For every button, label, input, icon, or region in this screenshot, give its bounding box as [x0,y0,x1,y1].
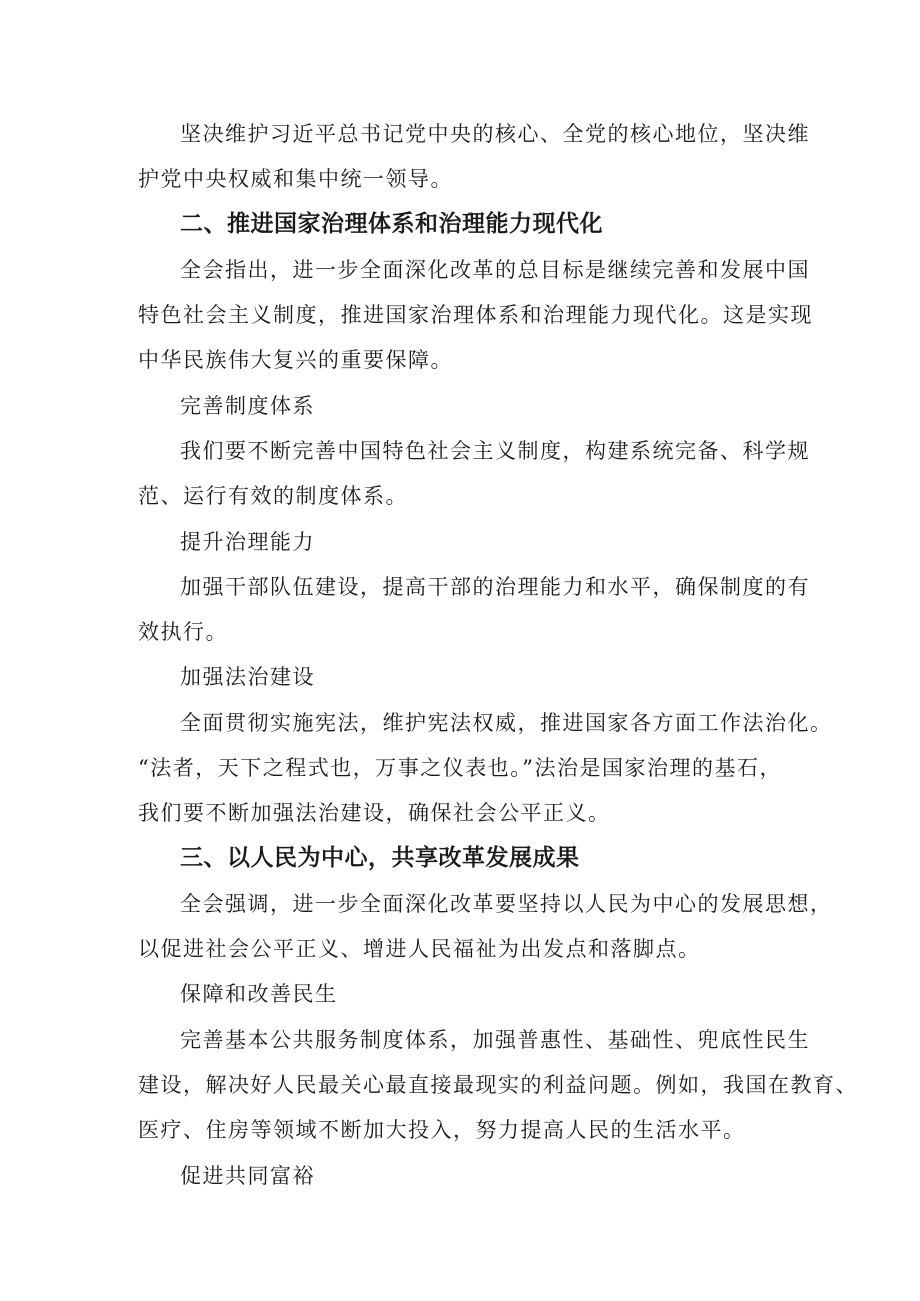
paragraph-line: 加强干部队伍建设，提高干部的治理能力和水平，确保制度的有 [180,575,810,599]
section-heading: 三、以人民为中心，共享改革发展成果 [180,845,580,871]
subheading: 加强法治建设 [180,665,315,689]
subheading: 保障和改善民生 [180,982,338,1006]
paragraph-line: 特色社会主义制度，推进国家治理体系和治理能力现代化。这是实现 [138,303,813,327]
paragraph-line: “法者，天下之程式也，万事之仪表也。”法治是国家治理的基石， [138,756,782,780]
paragraph-line: 中华民族伟大复兴的重要保障。 [138,348,453,372]
paragraph-line: 完善基本公共服务制度体系，加强普惠性、基础性、兜底性民生 [180,1028,810,1052]
subheading: 完善制度体系 [180,394,315,418]
paragraph-line: 护党中央权威和集中统一领导。 [138,167,453,191]
paragraph-line: 我们要不断完善中国特色社会主义制度，构建系统完备、科学规 [180,439,810,463]
paragraph-line: 我们要不断加强法治建设，确保社会公平正义。 [138,801,611,825]
paragraph-line: 坚决维护习近平总书记党中央的核心、全党的核心地位，坚决维 [180,122,810,146]
paragraph-line: 效执行。 [138,620,228,644]
section-heading: 二、推进国家治理体系和治理能力现代化 [180,211,603,237]
paragraph-line: 医疗、住房等领域不断加大投入，努力提高人民的生活水平。 [138,1118,746,1142]
subheading: 促进共同富裕 [180,1164,315,1188]
paragraph-line: 以促进社会公平正义、增进人民福祉为出发点和落脚点。 [138,937,701,961]
paragraph-line: 全会强调，进一步全面深化改革要坚持以人民为中心的发展思想， [180,892,833,916]
paragraph-line: 全面贯彻实施宪法，维护宪法权威，推进国家各方面工作法治化。 [180,711,833,735]
paragraph-line: 范、运行有效的制度体系。 [138,484,408,508]
subheading: 提升治理能力 [180,530,315,554]
paragraph-line: 全会指出，进一步全面深化改革的总目标是继续完善和发展中国 [180,258,810,282]
paragraph-line: 建设，解决好人民最关心最直接最现实的利益问题。例如，我国在教育、 [138,1073,858,1097]
